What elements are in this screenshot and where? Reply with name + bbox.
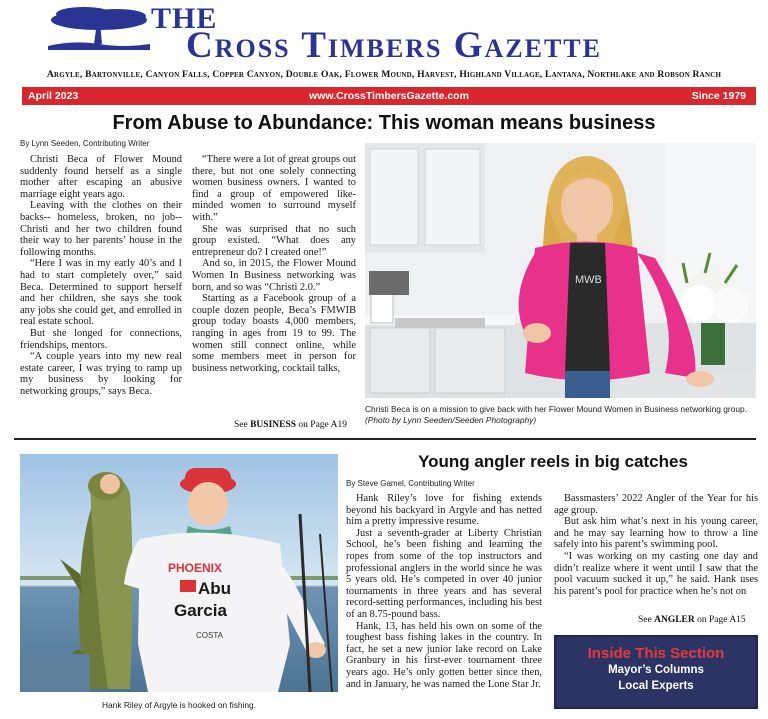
shirt-abu-text: Abu xyxy=(198,579,232,598)
paragraph: Just a seventh-grader at Liberty Christian School, he’s been fishing and learning the ropes from some of the top instructors and professional anglers in the world since he was 5 years old. He’s competed in over 40 junior tournaments in three years and has several record-setting performances, including his best of an 8.75-pound bass. xyxy=(346,527,542,620)
paragraph: “Here I was in my early 40’s and I had to start completely over,” said Beca. Determined to support herself and her children, she says she took any jobs she could get, and enrolled in real estate school. xyxy=(20,258,182,328)
paragraph: “I was working on my casting one day and didn’t realize where it went until I saw that the pool vacuum sucked it up,” he said. Hank uses his parent’s pool for practice when he’s not on xyxy=(554,550,758,597)
shirt-garcia-text: Garcia xyxy=(174,601,227,620)
story2-headline[interactable]: Young angler reels in big catches xyxy=(418,452,688,471)
date-bar xyxy=(22,87,756,105)
section-divider xyxy=(14,438,756,440)
paragraph: Christi Beca of Flower Mound suddenly found herself as a single mother after escaping an abusive marriage eight years ago. xyxy=(20,154,182,200)
shirt-logo-text: MWB xyxy=(575,274,602,286)
paragraph: Hank Riley’s love for fishing extends beyond his backyard in Argyle and has netted him a pretty impressive resume. xyxy=(346,493,542,528)
paragraph: Bassmasters’ 2022 Angler of the Year for his age group. xyxy=(554,493,758,516)
cross-timbers-tree-logo xyxy=(44,4,154,54)
see-section: BUSINESS xyxy=(250,420,297,430)
see-suffix: on Page A15 xyxy=(697,615,746,625)
paragraph: “A couple years into my new real estate career, I was trying to ramp up my business by looking for networking groups,” says Beca. xyxy=(20,351,182,397)
shirt-phoenix-text: PHOENIX xyxy=(168,561,223,575)
inside-item-local-experts[interactable]: Local Experts xyxy=(618,680,694,692)
see-prefix: See xyxy=(638,615,652,625)
paragraph: And so, in 2015, the Flower Mound Women In Business networking was born, and so was “Christi 2.0.” xyxy=(192,258,356,293)
story2-photo-caption: Hank Riley of Argyle is hooked on fishing. xyxy=(101,700,257,710)
inside-item-mayors-columns[interactable]: Mayor’s Columns xyxy=(608,664,704,676)
paragraph: Hank, 13, has held his own on some of the toughest bass fishing lakes in the country. In fact, he set a new junior lake record on Lake Granbury in his first-ever tournament three years ago. He’s only gotten better since then, and in January, he was named the Lone Star Jr. xyxy=(346,620,542,690)
story1-photo-caption xyxy=(365,404,757,426)
see-suffix: on Page A19 xyxy=(298,420,347,430)
paragraph: Starting as a Facebook group of a couple dozen people, Beca’s FMWIB group today boasts 4,000 members, ranging in ages from 19 to 99. The women still connect online, while some members meet in person for business networking, cocktail talks, xyxy=(192,293,356,374)
inside-this-section-box xyxy=(554,635,758,709)
masthead-towns: Argyle, Bartonville, Canyon Falls, Copper Canyon, Double Oak, Flower Mound, Harvest, Highland Village, Lantana, Northlake and Robson Ranch xyxy=(46,69,722,80)
story1-jump-link[interactable] xyxy=(234,420,347,430)
hank-riley-photo xyxy=(20,454,338,692)
story1-headline[interactable]: From Abuse to Abundance: This woman means business xyxy=(112,112,656,134)
masthead xyxy=(0,0,768,84)
masthead-the: THE xyxy=(151,2,218,35)
issue-date: April 2023 xyxy=(28,90,79,102)
masthead-title: Cross Timbers Gazette xyxy=(186,25,602,66)
christi-beca-photo xyxy=(365,143,756,398)
story2-byline: By Steve Gamel, Contributing Writer xyxy=(346,479,475,488)
caption-credit: (Photo by Lynn Seeden/Seeden Photography) xyxy=(365,415,537,425)
inside-section-title: Inside This Section xyxy=(587,645,725,662)
story1-byline: By Lynn Seeden, Contributing Writer xyxy=(20,139,150,148)
paragraph: She was surprised that no such group existed. “What does any entrepreneur do? I created one!” xyxy=(192,223,356,258)
paragraph: “There were a lot of great groups out there, but not one solely connecting women business owners. I wanted to find a group of empowered like-minded women to surround myself with.” xyxy=(192,154,356,223)
story1-column-2 xyxy=(192,154,356,374)
shirt-costa-text: COSTA xyxy=(196,631,223,640)
see-section: ANGLER xyxy=(654,615,695,625)
story2-column-1 xyxy=(346,493,542,690)
caption-text: Christi Beca is on a mission to give back with her Flower Mound Women in Business networking group. xyxy=(365,404,748,414)
story2-column-2 xyxy=(554,493,758,597)
story1-column-1 xyxy=(20,154,182,397)
see-prefix: See xyxy=(234,420,248,430)
paragraph: Leaving with the clothes on their backs-- homeless, broken, no job--Christi and her two children found their way to her parents’ house in the following months. xyxy=(20,200,182,258)
website-link[interactable]: www.CrossTimbersGazette.com xyxy=(309,90,469,102)
story2-jump-link[interactable] xyxy=(638,615,746,625)
paragraph: But she longed for connections, friendships, mentors. xyxy=(20,327,182,351)
since-label: Since 1979 xyxy=(691,90,746,102)
paragraph: But ask him what’s next in his young career, and he may say learning how to throw a line safely into his parent’s swimming pool. xyxy=(554,516,758,551)
